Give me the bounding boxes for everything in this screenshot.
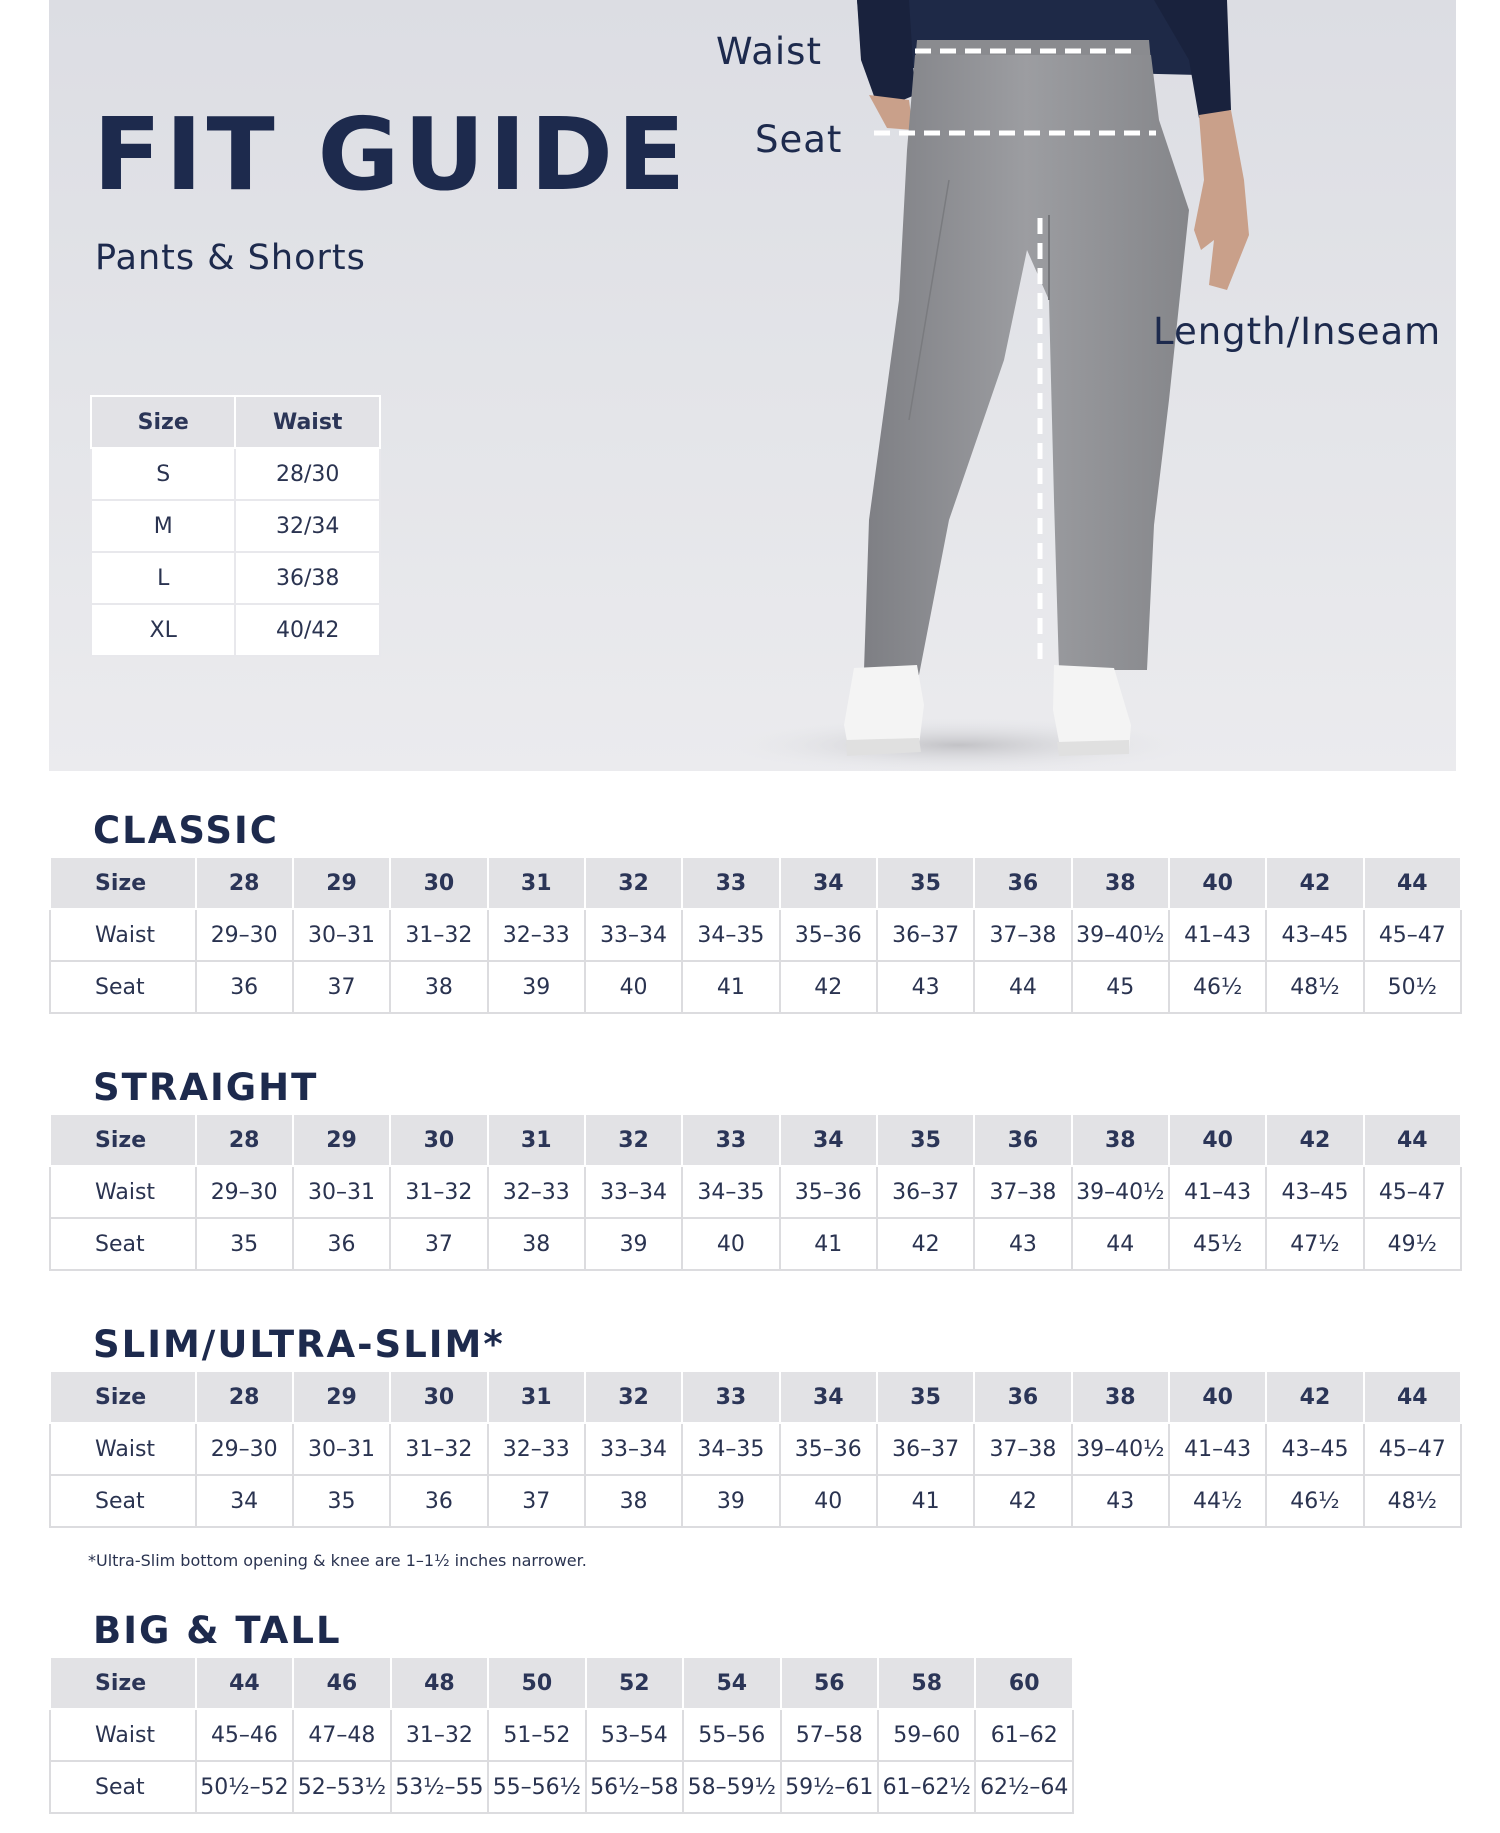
section-title: CLASSIC xyxy=(93,809,279,852)
waist-cell: 53–54 xyxy=(586,1709,683,1761)
seat-cell: 50½ xyxy=(1364,961,1461,1013)
waist-cell: 33–34 xyxy=(585,909,682,961)
waist-cell: 37–38 xyxy=(974,1166,1071,1218)
waist-cell: 51–52 xyxy=(488,1709,585,1761)
row-label: Seat xyxy=(50,1761,196,1813)
section-title: STRAIGHT xyxy=(93,1066,319,1109)
section-title: SLIM/ULTRA-SLIM* xyxy=(93,1323,505,1366)
size-cell: S xyxy=(91,448,235,500)
waist-cell: 34–35 xyxy=(682,1166,779,1218)
seat-cell: 49½ xyxy=(1364,1218,1461,1270)
row-label: Waist xyxy=(50,1166,196,1218)
seat-cell: 34 xyxy=(196,1475,293,1527)
seat-row xyxy=(50,961,1461,1013)
size-header-cell: 31 xyxy=(488,857,585,909)
row-label: Waist xyxy=(50,909,196,961)
size-header-cell: 36 xyxy=(974,1371,1071,1423)
header-waist: Waist xyxy=(235,396,380,448)
seat-cell: 52–53½ xyxy=(293,1761,390,1813)
seat-cell: 42 xyxy=(877,1218,974,1270)
seat-cell: 45 xyxy=(1072,961,1169,1013)
seat-cell: 46½ xyxy=(1169,961,1266,1013)
seat-cell: 41 xyxy=(682,961,779,1013)
size-header-cell: 30 xyxy=(390,1114,487,1166)
row-label: Seat xyxy=(50,1218,196,1270)
size-header-cell: 30 xyxy=(390,1371,487,1423)
size-header-cell: 32 xyxy=(585,1371,682,1423)
waist-cell: 34–35 xyxy=(682,909,779,961)
seat-cell: 44½ xyxy=(1169,1475,1266,1527)
table-row xyxy=(91,604,380,656)
big-and-tall-size-table xyxy=(49,1656,1074,1814)
row-label: Seat xyxy=(50,961,196,1013)
waist-cell: 33–34 xyxy=(585,1166,682,1218)
waist-cell: 39–40½ xyxy=(1072,1166,1169,1218)
size-header-cell: 38 xyxy=(1072,857,1169,909)
size-header-cell: 34 xyxy=(780,1371,877,1423)
waist-cell: 30–31 xyxy=(293,1166,390,1218)
size-header-cell: 31 xyxy=(488,1114,585,1166)
seat-measure-label: Seat xyxy=(755,118,843,161)
seat-cell: 43 xyxy=(1072,1475,1169,1527)
size-header-cell: 60 xyxy=(975,1657,1073,1709)
waist-cell: 36–37 xyxy=(877,909,974,961)
size-header-cell: 33 xyxy=(682,1114,779,1166)
table-header-row xyxy=(50,1114,1461,1166)
size-header-cell: 30 xyxy=(390,857,487,909)
row-label: Waist xyxy=(50,1423,196,1475)
size-header-cell: 35 xyxy=(877,857,974,909)
waist-cell: 31–32 xyxy=(390,1166,487,1218)
size-header-cell: 46 xyxy=(293,1657,390,1709)
row-label: Seat xyxy=(50,1475,196,1527)
seat-cell: 41 xyxy=(877,1475,974,1527)
seat-cell: 61–62½ xyxy=(878,1761,975,1813)
row-label: Size xyxy=(50,857,196,909)
seat-cell: 36 xyxy=(293,1218,390,1270)
waist-cell: 39–40½ xyxy=(1072,1423,1169,1475)
size-header-cell: 35 xyxy=(877,1371,974,1423)
waist-cell: 37–38 xyxy=(974,909,1071,961)
waist-cell: 45–47 xyxy=(1364,1423,1461,1475)
table-row xyxy=(91,552,380,604)
table-header-row xyxy=(50,857,1461,909)
size-header-cell: 52 xyxy=(586,1657,683,1709)
waist-cell: 45–46 xyxy=(196,1709,293,1761)
size-header-cell: 40 xyxy=(1169,1114,1266,1166)
seat-row xyxy=(50,1761,1073,1813)
waist-cell: 33–34 xyxy=(585,1423,682,1475)
size-header-cell: 28 xyxy=(196,857,293,909)
seat-cell: 40 xyxy=(780,1475,877,1527)
waist-cell: 35–36 xyxy=(780,1423,877,1475)
size-header-cell: 38 xyxy=(1072,1114,1169,1166)
waist-cell: 35–36 xyxy=(780,1166,877,1218)
waist-cell: 57–58 xyxy=(781,1709,878,1761)
seat-row xyxy=(50,1218,1461,1270)
waist-cell: 29–30 xyxy=(196,1166,293,1218)
waist-cell: 45–47 xyxy=(1364,1166,1461,1218)
seat-cell: 38 xyxy=(390,961,487,1013)
seat-cell: 45½ xyxy=(1169,1218,1266,1270)
footnote: *Ultra-Slim bottom opening & knee are 1–1½ inches narrower. xyxy=(88,1551,587,1570)
waist-cell: 41–43 xyxy=(1169,909,1266,961)
size-header-cell: 36 xyxy=(974,1114,1071,1166)
row-label: Size xyxy=(50,1371,196,1423)
size-header-cell: 44 xyxy=(1364,1371,1461,1423)
straight-fit-section xyxy=(49,1063,1462,1271)
waist-row xyxy=(50,1709,1073,1761)
seat-cell: 38 xyxy=(488,1218,585,1270)
row-label: Waist xyxy=(50,1709,196,1761)
size-header-cell: 58 xyxy=(878,1657,975,1709)
seat-row xyxy=(50,1475,1461,1527)
waist-cell: 31–32 xyxy=(391,1709,488,1761)
waist-cell: 29–30 xyxy=(196,909,293,961)
size-header-cell: 28 xyxy=(196,1371,293,1423)
size-header-cell: 40 xyxy=(1169,857,1266,909)
classic-size-table xyxy=(49,856,1462,1014)
size-header-cell: 33 xyxy=(682,857,779,909)
size-header-cell: 42 xyxy=(1266,1114,1363,1166)
row-label: Size xyxy=(50,1114,196,1166)
waist-cell: 32–33 xyxy=(488,1423,585,1475)
seat-cell: 59½–61 xyxy=(781,1761,878,1813)
seat-cell: 37 xyxy=(390,1218,487,1270)
waist-cell: 43–45 xyxy=(1266,1166,1363,1218)
size-cell: XL xyxy=(91,604,235,656)
waist-cell: 31–32 xyxy=(390,909,487,961)
size-cell: L xyxy=(91,552,235,604)
seat-cell: 38 xyxy=(585,1475,682,1527)
table-header-row xyxy=(91,396,380,448)
seat-cell: 44 xyxy=(1072,1218,1169,1270)
size-header-cell: 32 xyxy=(585,857,682,909)
seat-cell: 39 xyxy=(682,1475,779,1527)
size-header-cell: 50 xyxy=(488,1657,585,1709)
waist-cell: 45–47 xyxy=(1364,909,1461,961)
size-header-cell: 29 xyxy=(293,1114,390,1166)
seat-cell: 39 xyxy=(488,961,585,1013)
seat-cell: 56½–58 xyxy=(586,1761,683,1813)
size-header-cell: 33 xyxy=(682,1371,779,1423)
waist-cell: 28/30 xyxy=(235,448,380,500)
size-waist-table xyxy=(90,395,381,657)
waist-cell: 30–31 xyxy=(293,909,390,961)
waist-row xyxy=(50,1423,1461,1475)
size-header-cell: 28 xyxy=(196,1114,293,1166)
seat-cell: 55–56½ xyxy=(488,1761,585,1813)
size-header-cell: 42 xyxy=(1266,857,1363,909)
seat-cell: 62½–64 xyxy=(975,1761,1073,1813)
waist-cell: 30–31 xyxy=(293,1423,390,1475)
size-header-cell: 44 xyxy=(1364,857,1461,909)
seat-cell: 36 xyxy=(390,1475,487,1527)
slim-fit-section xyxy=(49,1320,1462,1528)
size-header-cell: 56 xyxy=(781,1657,878,1709)
waist-cell: 29–30 xyxy=(196,1423,293,1475)
waist-cell: 36–37 xyxy=(877,1166,974,1218)
seat-cell: 44 xyxy=(974,961,1071,1013)
waist-cell: 43–45 xyxy=(1266,1423,1363,1475)
waist-cell: 34–35 xyxy=(682,1423,779,1475)
size-header-cell: 35 xyxy=(877,1114,974,1166)
seat-cell: 42 xyxy=(974,1475,1071,1527)
waist-row xyxy=(50,1166,1461,1218)
straight-size-table xyxy=(49,1113,1462,1271)
row-label: Size xyxy=(50,1657,196,1709)
waist-cell: 32–33 xyxy=(488,1166,585,1218)
waist-cell: 36–37 xyxy=(877,1423,974,1475)
seat-cell: 37 xyxy=(293,961,390,1013)
seat-cell: 48½ xyxy=(1266,961,1363,1013)
waist-cell: 35–36 xyxy=(780,909,877,961)
waist-row xyxy=(50,909,1461,961)
seat-cell: 48½ xyxy=(1364,1475,1461,1527)
size-header-cell: 36 xyxy=(974,857,1071,909)
table-row xyxy=(91,500,380,552)
waist-cell: 41–43 xyxy=(1169,1166,1266,1218)
seat-cell: 39 xyxy=(585,1218,682,1270)
size-header-cell: 44 xyxy=(196,1657,293,1709)
waist-cell: 59–60 xyxy=(878,1709,975,1761)
waist-cell: 36/38 xyxy=(235,552,380,604)
seat-cell: 42 xyxy=(780,961,877,1013)
waist-cell: 40/42 xyxy=(235,604,380,656)
size-header-cell: 48 xyxy=(391,1657,488,1709)
size-header-cell: 44 xyxy=(1364,1114,1461,1166)
size-header-cell: 32 xyxy=(585,1114,682,1166)
size-header-cell: 38 xyxy=(1072,1371,1169,1423)
waist-cell: 31–32 xyxy=(390,1423,487,1475)
page-subtitle: Pants & Shorts xyxy=(95,238,366,278)
seat-cell: 47½ xyxy=(1266,1218,1363,1270)
seat-cell: 50½–52 xyxy=(196,1761,293,1813)
waist-cell: 39–40½ xyxy=(1072,909,1169,961)
seat-cell: 36 xyxy=(196,961,293,1013)
size-header-cell: 40 xyxy=(1169,1371,1266,1423)
size-header-cell: 34 xyxy=(780,1114,877,1166)
size-header-cell: 29 xyxy=(293,857,390,909)
seat-cell: 53½–55 xyxy=(391,1761,488,1813)
waist-cell: 61–62 xyxy=(975,1709,1073,1761)
seat-cell: 58–59½ xyxy=(683,1761,780,1813)
waist-cell: 55–56 xyxy=(683,1709,780,1761)
waist-measure-label: Waist xyxy=(716,30,822,73)
size-header-cell: 42 xyxy=(1266,1371,1363,1423)
table-header-row xyxy=(50,1657,1073,1709)
seat-cell: 35 xyxy=(196,1218,293,1270)
size-cell: M xyxy=(91,500,235,552)
seat-cell: 41 xyxy=(780,1218,877,1270)
seat-cell: 43 xyxy=(877,961,974,1013)
page-title: FIT GUIDE xyxy=(93,96,690,213)
section-title: BIG & TALL xyxy=(93,1609,342,1652)
table-row xyxy=(91,448,380,500)
waist-cell: 43–45 xyxy=(1266,909,1363,961)
header-size: Size xyxy=(91,396,235,448)
size-header-cell: 34 xyxy=(780,857,877,909)
big-and-tall-section xyxy=(49,1606,1074,1814)
classic-fit-section xyxy=(49,806,1462,1014)
waist-cell: 47–48 xyxy=(293,1709,390,1761)
length-inseam-measure-label: Length/Inseam xyxy=(1153,310,1442,353)
table-header-row xyxy=(50,1371,1461,1423)
seat-cell: 37 xyxy=(488,1475,585,1527)
seat-cell: 40 xyxy=(585,961,682,1013)
hero-banner xyxy=(49,0,1456,771)
seat-cell: 46½ xyxy=(1266,1475,1363,1527)
size-header-cell: 31 xyxy=(488,1371,585,1423)
seat-cell: 35 xyxy=(293,1475,390,1527)
size-header-cell: 54 xyxy=(683,1657,780,1709)
seat-cell: 40 xyxy=(682,1218,779,1270)
waist-cell: 37–38 xyxy=(974,1423,1071,1475)
seat-cell: 43 xyxy=(974,1218,1071,1270)
waist-cell: 32/34 xyxy=(235,500,380,552)
waist-cell: 41–43 xyxy=(1169,1423,1266,1475)
slim-size-table xyxy=(49,1370,1462,1528)
size-header-cell: 29 xyxy=(293,1371,390,1423)
waist-cell: 32–33 xyxy=(488,909,585,961)
